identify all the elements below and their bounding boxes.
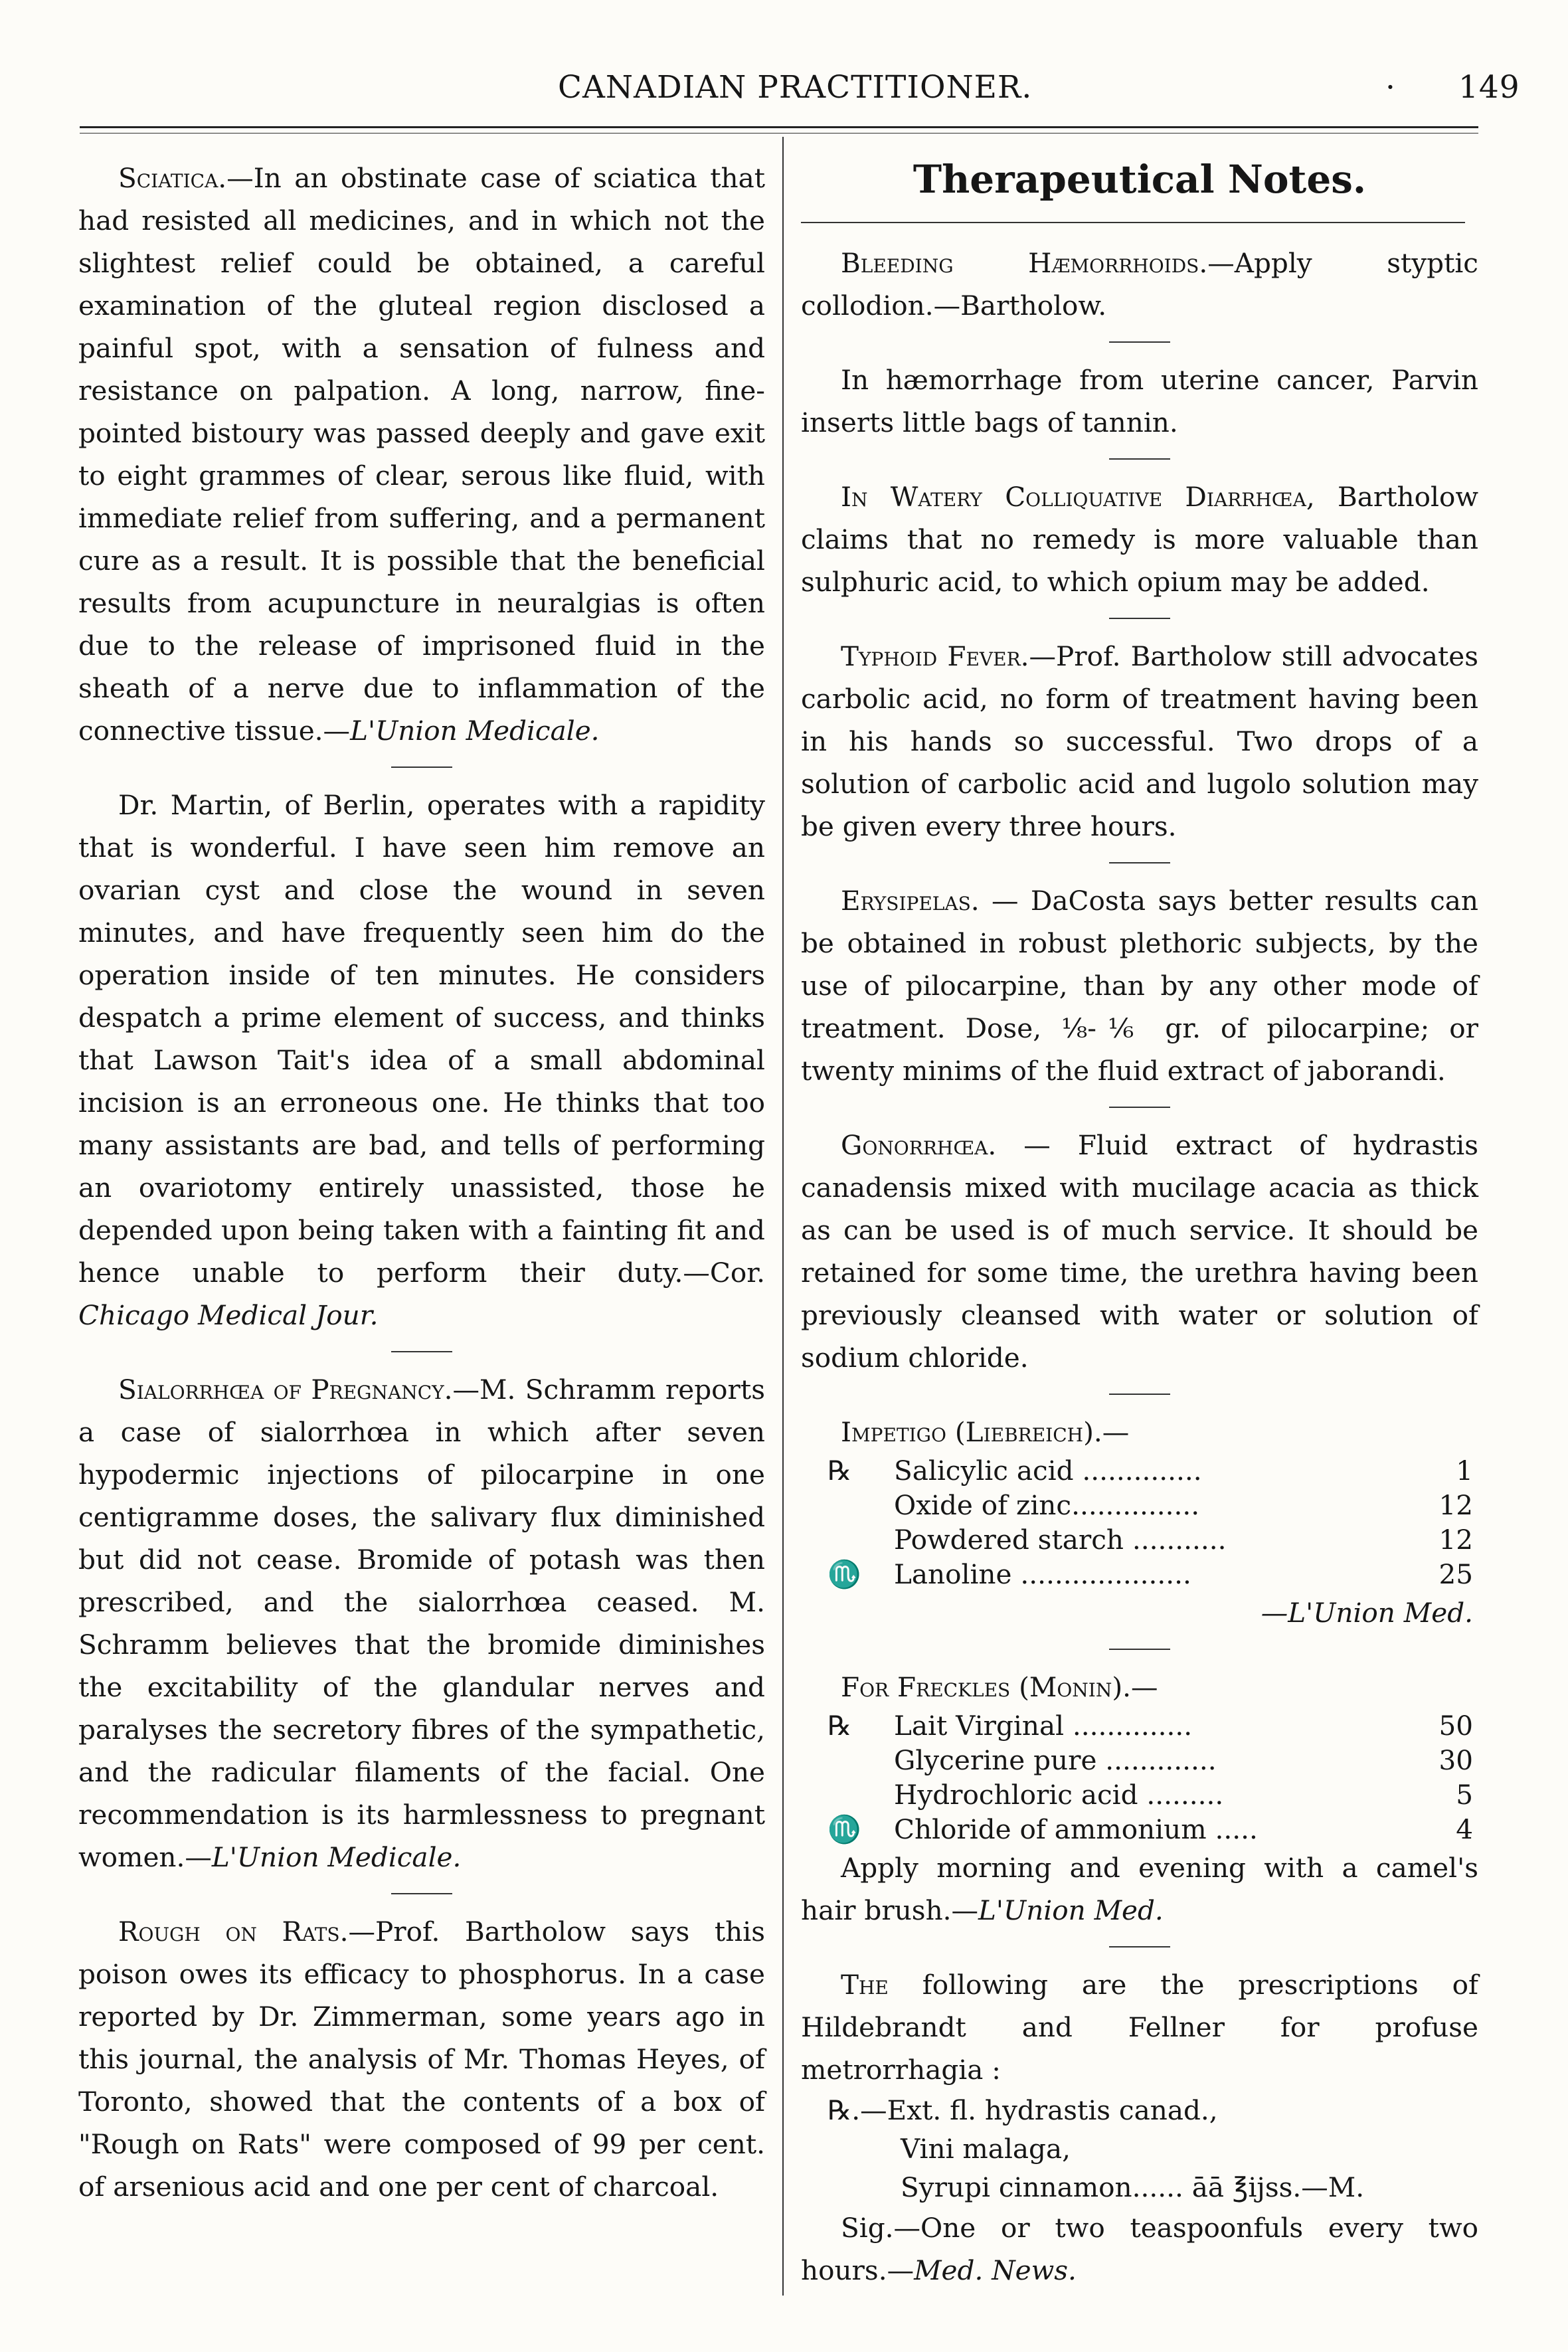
article-body: —Prof. Bartholow says this poison owes its efficacy to phosphorus. In a case reported by Dr. Zimmerman, some years ago in this journal, the analysis of Mr. Thomas Heyes, of Toronto, showed that the contents of a box of "Rough on Rats" were composed of 99 per cent. of arsenious acid and one per cent of charcoal. <box>78 1916 765 2203</box>
rx-symbol: ♏ <box>828 1558 861 1590</box>
article-body: Dr. Martin, of Berlin, operates with a rapidity that is wonderful. I have seen him remove an ovarian cyst and close the wound in seven minutes, and have frequently seen him do the operation inside of ten minutes. He considers despatch a prime element of success, and thinks that Lawson Tait's idea of a small abdominal incision is an erroneous one. He thinks that too many assistants are bad, and tells of performing an ovariotomy entirely unassisted, those he depended upon being taken with a fainting fit and hence unable to perform their duty.—Cor. <box>78 789 765 1289</box>
masthead-rule <box>801 222 1465 223</box>
separator-rule <box>1109 618 1170 619</box>
rx-symbol: ℞ <box>828 1710 852 1742</box>
note-watery <box>801 476 1478 603</box>
rx-ingredient: Glycerine pure ............. <box>894 1744 1217 1776</box>
rx-ingredient: Lait Virginal .............. <box>894 1710 1193 1742</box>
prescription-row <box>801 1812 1478 1847</box>
separator-rule <box>1109 341 1170 343</box>
note-source: Med. News. <box>914 2254 1077 2286</box>
rx-line: Vini malaga, <box>901 2133 1071 2165</box>
note-heading: For Freckles (Monin).— <box>841 1671 1158 1703</box>
rx-ingredient: Lanoline .................... <box>894 1558 1191 1590</box>
note-body: Sig.—One or two teaspoonfuls every two hours.— <box>801 2212 1478 2286</box>
header-rule-thin <box>80 133 1478 134</box>
rx-quantity: 25 <box>1438 1558 1473 1590</box>
freckles-directions <box>801 1847 1478 1932</box>
article-source: Chicago Medical Jour. <box>78 1299 379 1331</box>
separator-rule <box>1109 1946 1170 1947</box>
rx-quantity: 30 <box>1438 1744 1473 1776</box>
rx-ingredient: Salicylic acid .............. <box>894 1455 1202 1487</box>
note-body: In hæmorrhage from uterine cancer, Parvin inserts little bags of tannin. <box>801 364 1478 438</box>
prescription-row <box>801 1708 1478 1743</box>
note-body: —Apply styptic collodion.—Bartholow. <box>801 247 1478 321</box>
page-number: 149 <box>1458 69 1520 106</box>
rx-symbol: ♏ <box>828 1813 861 1845</box>
article-body: —In an obstinate case of sciatica that had resisted all medicines, and in which not the slightest relief could be obtained, a careful examination of the gluteal region disclosed a painful spot, with a sensation of fulness and resistance on palpation. A long, narrow, fine-pointed bistoury was passed deeply and gave exit to eight grammes of clear, serous like fluid, with immediate relief from suffering, and a permanent cure as a result. It is possible that the beneficial results from acupuncture in neuralgias is often due to the release of imprisoned fluid in the sheath of a nerve due to inflammation of the connective tissue.— <box>78 162 765 747</box>
freckles-prescription <box>801 1708 1478 1847</box>
note-heading: Gonorrhœa. <box>841 1129 997 1161</box>
note-body: following are the prescriptions of Hildebrandt and Fellner for profuse metrorrhagia : <box>801 1969 1478 2086</box>
impetigo-heading <box>801 1411 1478 1453</box>
rx-symbol <box>801 1777 894 1812</box>
rx-quantity: 12 <box>1438 1489 1473 1521</box>
rx-ingredient: Powdered starch ........... <box>894 1524 1227 1556</box>
freckles-heading <box>801 1666 1478 1708</box>
article-heading: Rough on Rats. <box>118 1916 349 1947</box>
note-metrorrhagia <box>801 1963 1478 2091</box>
article-heading: Sialorrhœa of Pregnancy. <box>118 1374 453 1405</box>
note-erysipelas <box>801 879 1478 1092</box>
note-heading: Bleeding Hæmorrhoids. <box>841 247 1208 279</box>
note-heading: In Watery Colliquative Diarrhœa, <box>841 481 1315 513</box>
impetigo-source: —L'Union Med. <box>1261 1597 1473 1629</box>
prescription-row <box>801 1488 1478 1522</box>
rx-quantity: 12 <box>1438 1524 1473 1556</box>
note-body: Bartholow claims that no remedy is more valuable than sulphuric acid, to which opium may be added. <box>801 481 1478 598</box>
article-rough-on-rats <box>78 1910 765 2208</box>
rx-symbol <box>801 1743 894 1777</box>
note-uterine <box>801 359 1478 444</box>
note-heading: The <box>841 1969 889 2001</box>
running-header <box>80 69 1520 116</box>
rx-line: ℞.—Ext. fl. hydrastis canad., <box>828 2094 1218 2126</box>
header-rule <box>80 126 1478 128</box>
article-sialorrhoea <box>78 1368 765 1878</box>
rx-symbol <box>801 1522 894 1557</box>
article-source: L'Union Medicale. <box>350 715 600 747</box>
note-bleeding <box>801 242 1478 327</box>
rx-ingredient: Chloride of ammonium ..... <box>894 1813 1258 1845</box>
separator-rule <box>1109 1649 1170 1650</box>
prescription-row <box>801 1777 1478 1812</box>
separator-rule <box>391 1351 452 1352</box>
column-divider <box>782 137 784 2296</box>
note-body: —Prof. Bartholow still advocates carbolic acid, no form of treatment having been in his hands so successful. Two drops of a solution of carbolic acid and lugolo solution may be given every three hours. <box>801 640 1478 842</box>
separator-rule <box>1109 862 1170 863</box>
prescription-row <box>801 1522 1478 1557</box>
header-dot: · <box>1385 69 1396 106</box>
separator-rule <box>1109 458 1170 460</box>
separator-rule <box>1109 1394 1170 1395</box>
right-column <box>801 157 1478 2292</box>
article-body: —M. Schramm reports a case of sialorrhœa in which after seven hypodermic injections of pilocarpine in one centigramme doses, the salivary flux diminished but did not cease. Bromide of potash was then prescribed, and the sialorrhœa ceased. M. Schramm believes that the bromide diminishes the excitability of the glandular nerves and paralyses the secretory fibres of the sympathetic, and the radicular filaments of the facial. One recommendation is its harmlessness to pregnant women.— <box>78 1374 765 1873</box>
rx-quantity: 50 <box>1438 1710 1473 1742</box>
note-typhoid <box>801 635 1478 848</box>
note-heading: Typhoid Fever. <box>841 640 1029 672</box>
metrorrhagia-signa <box>801 2207 1478 2292</box>
rx-symbol: ℞ <box>828 1455 852 1487</box>
rx-line: Syrupi cinnamon...... āā ℥ijss.—M. <box>901 2171 1365 2203</box>
note-heading: Erysipelas. <box>841 885 980 917</box>
separator-rule <box>1109 1107 1170 1108</box>
rx-ingredient: Oxide of zinc............... <box>894 1489 1200 1521</box>
section-masthead: Therapeutical Notes. <box>913 157 1367 202</box>
article-martin <box>78 784 765 1336</box>
running-title: CANADIAN PRACTITIONER. <box>558 69 1033 106</box>
note-source: L'Union Med. <box>978 1894 1164 1926</box>
article-heading: Sciatica. <box>118 162 227 194</box>
note-gonorrhoea <box>801 1124 1478 1379</box>
prescription-row <box>801 1453 1478 1488</box>
note-body: Apply morning and evening with a camel's hair brush.— <box>801 1852 1478 1926</box>
left-column <box>78 157 765 2208</box>
separator-rule <box>391 767 452 768</box>
rx-quantity: 1 <box>1456 1455 1473 1487</box>
rx-quantity: 4 <box>1456 1813 1473 1845</box>
rx-ingredient: Hydrochloric acid ......... <box>894 1779 1224 1811</box>
impetigo-prescription <box>801 1453 1478 1591</box>
prescription-row <box>801 1743 1478 1777</box>
note-body: — DaCosta says better results can be obtained in robust plethoric subjects, by the use of pilocarpine, than by any other mode of treatment. Dose, ⅛-⅙ gr. of pilocarpine; or twenty minims of the fluid extract of jaborandi. <box>801 885 1478 1087</box>
note-body: — Fluid extract of hydrastis canadensis mixed with mucilage acacia as thick as can be used is of much service. It should be retained for some time, the urethra having been previously cleansed with water or solution of sodium chloride. <box>801 1129 1478 1374</box>
note-heading: Impetigo (Liebreich).— <box>841 1416 1130 1448</box>
metrorrhagia-prescription <box>801 2091 1478 2207</box>
separator-rule <box>391 1893 452 1894</box>
article-sciatica <box>78 157 765 752</box>
prescription-row <box>801 1557 1478 1591</box>
rx-symbol <box>801 1488 894 1522</box>
article-source: L'Union Medicale. <box>211 1841 462 1873</box>
rx-quantity: 5 <box>1456 1779 1473 1811</box>
